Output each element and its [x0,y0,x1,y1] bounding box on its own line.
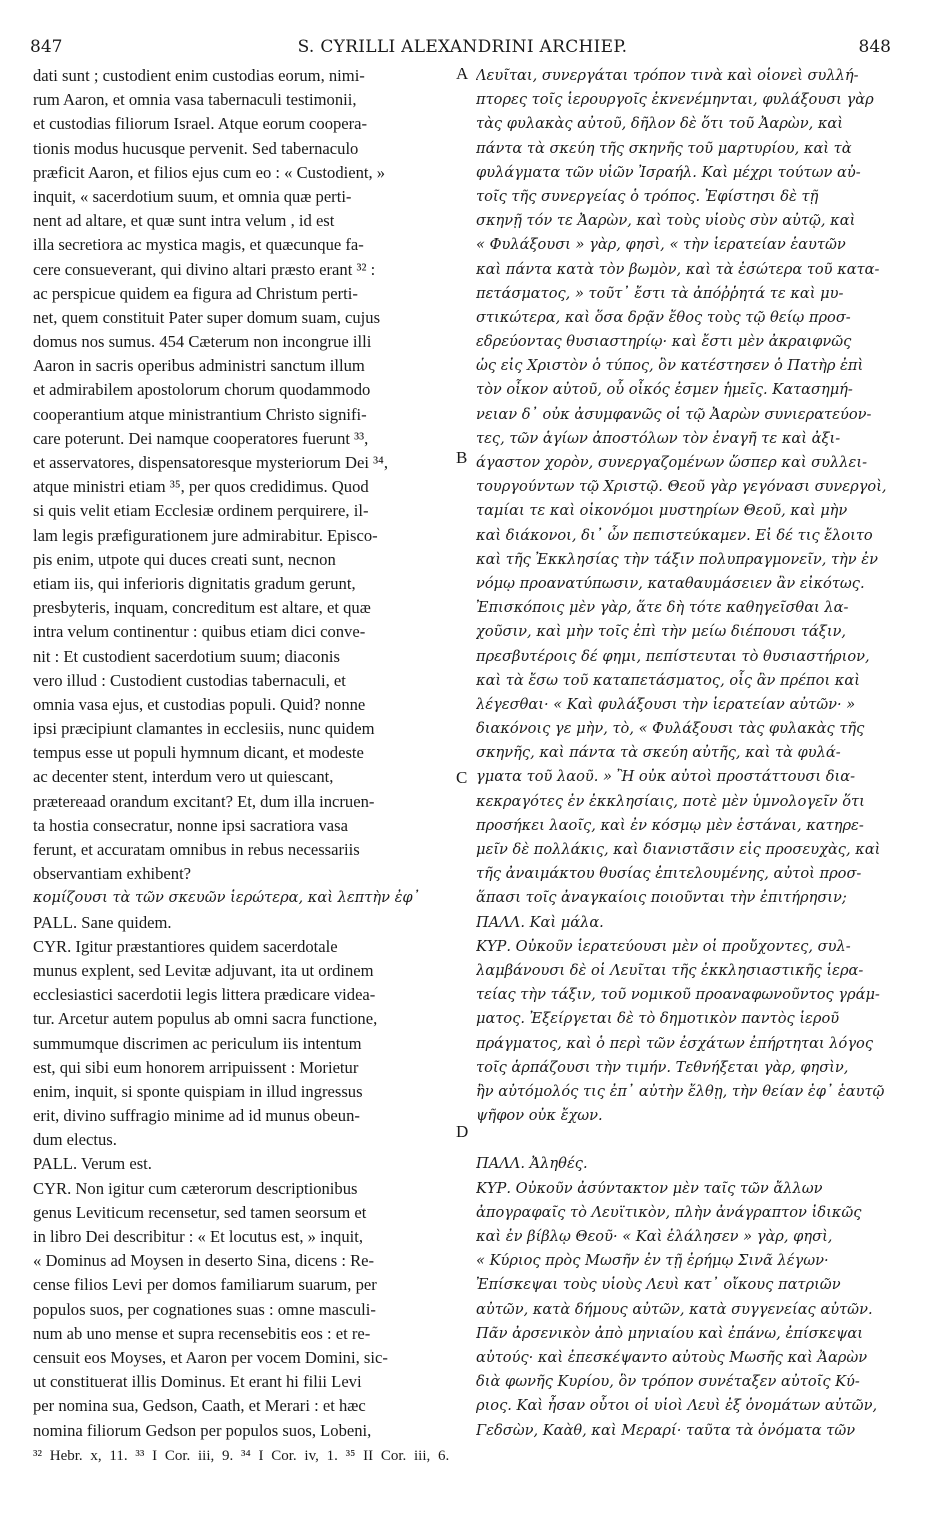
bridge-line: κομίζουσι τὰ τῶν σκευῶν ἱερώτερα, καὶ λεπτὴν ἐφ᾽ [33,889,420,907]
text-line: atque ministri etiam ³⁵, per quos credidimus. Quod [33,477,369,497]
text-line: « Φυλάξουσι » γὰρ, φησὶ, « τὴν ἱερατείαν ἑαυτῶν [476,236,846,254]
text-line: άγαστον χορὸν, συνεργαζομένων ὥσπερ καὶ συλλει- [476,454,868,471]
text-line: τείας τὴν τάξιν, τοῦ νομικοῦ προαναφωνοῦντος γράμ- [476,986,880,1004]
text-line: ecclesiastici sacerdotii legis littera prædicare videa- [33,985,376,1005]
text-line: ac perspicue quidem ea figura ad Christum perti- [33,283,358,303]
text-line: λαμβάνουσι δὲ οἱ Λευῖται τῆς ἐκκλησιαστικῆς ἱερα- [476,961,864,979]
text-line: ta hostia consecratur, nonne ipsi sacratiora vasa [33,815,348,835]
text-line: ἀπογραφαῖς τὸ Λευϊτικὸν, πλὴν ἀνάγραπτον ἰδικῶς [476,1203,862,1221]
margin-letter-d: D [456,1122,469,1141]
text-line: νειαν δ᾽ οὐκ ἀσυμφανῶς οἱ τῷ Ἀαρὼν συνιερατεύον- [476,405,872,423]
text-line: net, quem constituit Pater super domum suam, cujus [33,307,381,327]
text-line: summumque discrimen ac periculum iis intentum [33,1033,362,1053]
latin-column [33,64,453,1443]
text-line: ut constituerat illis Dominus. Et erant hi filii Levi [33,1372,362,1392]
text-line: ac decenter stent, interdum vero ut quiescant, [33,767,334,787]
text-line: λέγεσθαι· « Καὶ φυλάξουσι τὴν ἱερατείαν αὐτῶν· » [476,695,856,713]
text-line: Ἐπισκόποις μὲν γὰρ, ἅτε δὴ τότε καθηγεῖσθαι λα- [476,599,849,617]
left-page-number: 847 [30,37,63,57]
text-line: in libro Dei describitur : « Et locutus est, » inquit, [33,1227,363,1246]
text-line: ψῆφον οὐκ ἔχων. [476,1107,603,1125]
text-line: præficit Aaron, et filios ejus cum eo : « Custodient, » [33,162,386,182]
text-line: πτορες τοῖς ἱερουργοῖς ἐκνενέμηνται, φυλάξουσι γὰρ [476,91,874,109]
text-line: Λευῖται, συνεργάται τρόπον τινὰ καὶ οἱονεὶ συλλή- [476,67,859,84]
text-line: populos suos, per cognationes suas : omne masculi- [33,1299,376,1319]
text-line: ὡς εἰς Χριστὸν ὁ τύπος, ὃν κατέστησεν ὁ Πατὴρ ἐπὶ [476,357,864,375]
text-line: καὶ πάντα κατὰ τὸν βωμὸν, καὶ τὰ ἐσώτερα τοῦ κατα- [476,260,880,278]
text-line: κεκραγότες ἐν ἐκκλησίαις, ποτὲ μὲν ὑμνολογεῖν ὅτι [476,792,865,810]
text-line: CYR. Igitur præstantiores quidem sacerdotale [33,936,338,956]
text-line: CYR. Non igitur cum cæterorum descriptionibus [33,1178,358,1198]
text-line: PALL. Verum est. [33,1154,152,1174]
text-line: cense filios Levi per domos familiarum suarum, per [33,1275,377,1295]
text-line: tempus esse ut populi hymnum dicant, et modeste [33,743,364,763]
text-line: pis enim, utpote qui duces creati sunt, necnon [33,549,336,569]
running-title: S. CYRILLI ALEXANDRINI ARCHIEP. [297,37,628,57]
text-line: enim, inquit, si sponte quispiam in illud ingressus [33,1081,363,1101]
footnotes: ³² Hebr. x, 11. ³³ I Cor. iii, 9. ³⁴ I Cor. iv, 1. ³⁵ II Cor. iii, 6. [33,1448,450,1464]
text-line: care poterunt. Dei namque cooperatores fuerunt ³³, [33,428,369,448]
text-line: genus Leviticum recensetur, sed tamen seorsum et [33,1202,367,1222]
text-line: Ἐπίσκεψαι τοὺς υἱοὺς Λευὶ κατ᾽ οἴκους πατριῶν [476,1276,841,1294]
text-line: τὸν οἶκον αὐτοῦ, οὗ οἶκός ἐσμεν ἡμεῖς. Κατασημή- [476,381,853,399]
text-line: τες, τῶν ἁγίων ἀποστόλων τὸν ἐναγῆ τε καὶ ἀξι- [476,429,841,447]
text-line: διακόνοις γε μὴν, τὸ, « Φυλάξουσι τὰς φυλακὰς τῆς [476,720,865,738]
text-line: nomina filiorum Gedson per populos suos, Lobeni, [33,1420,372,1440]
text-line: ΚΥΡ. Οὐκοῦν ἀσύντακτον μὲν ταῖς τῶν ἄλλων [476,1179,823,1197]
text-line: νόμῳ προανατύπωσιν, καταθαυμάσειεν ἂν εἰκότως. [476,574,865,592]
bridge-line: ἅπασι τοῖς ἀναγκαίοις ποιοῦνται τὴν ἐπιτήρησιν; [476,889,847,907]
text-line: Πᾶν ἀρσενικὸν ἀπὸ μηνιαίου καὶ ἐπάνω, ἐπίσκεψαι [476,1324,863,1342]
text-line: εδρεύοντας θυσιαστηρίῳ· καὶ ἔστι μὲν ἀκραιφνῶς [476,333,852,351]
text-line: ΠΑΛΛ. Καὶ μάλα. [476,913,604,931]
text-line: vero illud : Custodient custodias tabernaculi, et [33,670,346,690]
text-line: αὐτῶν, κατὰ δήμους αὐτῶν, κατὰ συγγενείας αὐτῶν. [476,1300,873,1318]
text-line: observantiam exhibent? [33,864,192,884]
text-line: μεῖν δὲ πολλάκις, καὶ διανιστᾶσιν εἰς προσευχὰς, καὶ [476,841,881,858]
text-line: cere consueverant, qui divino altari præsto erant ³² : [33,259,376,279]
text-line: ferunt, et accuratam omnibus in rebus necessariis [33,840,360,859]
text-line: τὰς φυλακὰς αὐτοῦ, δῆλον δὲ ὅτι τοῦ Ἀαρὼν, καὶ [476,115,844,133]
text-line: lam legis præfigurationem jure admirabitur. Episco- [33,525,378,545]
text-line: et custodias filiorum Israel. Atque eorum coopera- [33,114,368,134]
text-line: προσήκει λαοῖς, καὶ ἐν κόσμῳ μὲν ἑστάναι, κατηρε- [476,816,864,834]
text-line: si quis velit etiam Ecclesiæ ordinem perquirere, il- [33,501,369,521]
text-line: σκηνῆς, καὶ πάντα τὰ σκεύη αὐτῆς, καὶ τὰ φυλά- [476,744,841,762]
text-line: διὰ φωνῆς Κυρίου, ὃν τρόπον συνέταξεν αὐτοῖς Κύ- [476,1373,860,1391]
text-line: τοῖς ἁρπάζουσι τὴν τιμήν. Τεθνήξεται γὰρ, φησὶν, [476,1058,849,1076]
text-line: intra velum continentur : quibus etiam dici conve- [33,622,366,642]
text-line: prætereaad orandum excitant? Et, dum illa incruen- [33,791,375,811]
text-line: tur. Arcetur autem populus ab omni sacra functione, [33,1009,378,1029]
text-line: tionis modus hucusque pervenit. Sed tabernaculo [33,138,359,158]
right-page-number: 848 [858,37,891,57]
text-line: τουργούντων τῷ Χριστῷ. Θεοῦ γὰρ γεγόνασι συνεργοὶ, [476,478,887,496]
text-line: cooperantium atque ministrantium Christo signifi- [33,404,367,424]
text-line: τοῖς τῆς συνεργείας ὁ τρόπος. Ἐφίστησι δὲ τῇ [476,187,819,205]
text-line: Aaron in sacris operibus administri sanctum illum [33,356,365,376]
text-line: nent ad altare, et quæ sunt intra velum , id est [33,211,335,231]
text-line: num ab uno mense et supra recensebitis eos : et re- [33,1323,371,1343]
text-line: domus nos sumus. 454 Cæterum non incongrue illi [33,332,372,352]
text-line: illa secretiora ac mystica magis, et quæcunque fa- [33,235,364,255]
text-line: ματος. Ἐξείργεται δὲ τὸ δημοτικὸν παντὸς ἱεροῦ [476,1010,840,1028]
text-line: αὐτούς· καὶ ἐπεσκέψαντο αὐτοὺς Μωσῆς καὶ Ἀαρὼν [476,1348,868,1366]
text-line: πρεσβυτέροις δέ φημι, πεπίστευται τὸ θυσιαστήριον, [476,647,870,665]
text-line: γματα τοῦ λαοῦ. » Ἢ οὐκ αὐτοὶ προστάττουσι δια- [476,768,856,786]
text-line: PALL. Sane quidem. [33,912,172,932]
text-line: ἢν αὐτόμολός τις ἐπ᾽ αὐτὴν ἔλθῃ, τὴν θείαν ἐφ᾽ ἑαυτῷ [476,1082,885,1100]
text-line: erit, divino suffragio minime ad id munus obeun- [33,1106,360,1126]
margin-letter-c: C [456,768,468,787]
text-line: munus explent, sed Levitæ adjuvant, ita ut ordinem [33,960,374,980]
text-line: σκηνῇ τόν τε Ἀαρὼν, καὶ τοὺς υἱοὺς σὺν αὐτῷ, καὶ [476,212,856,230]
text-line: στικώτερα, καὶ ὅσα δρᾷν ἔθος τοὺς τῷ θείῳ προσ- [476,308,851,326]
text-line: καὶ ἐν βίβλῳ Θεοῦ· « Καὶ ἐλάλησεν » γὰρ, φησὶ, [476,1228,833,1245]
margin-letter-a: A [456,64,469,83]
text-line: χοῦσιν, καὶ μὴν τοῖς ἐπὶ τὴν μείω διέπουσι τάξιν, [476,623,847,641]
text-line: omnia vasa ejus, et custodias populi. Quid? nonne [33,694,366,714]
text-line: per nomina sua, Gedson, Caath, et Merari : et hæc [33,1396,366,1416]
text-line: nit : Et custodient sacerdotium suum; diaconis [33,646,340,666]
text-line: πράγματος, καὶ ὁ περὶ τῶν ἐσχάτων ἐπήρτηται λόγος [476,1034,874,1052]
text-line: est, qui sibi eum honorem arripuissent : Morietur [33,1057,359,1077]
text-line: ipsi præcipiunt clamantes in ecclesiis, nunc quidem [33,719,375,739]
text-line [476,1128,896,1152]
text-line: presbyteris, inquam, concreditum est altare, et quæ [33,598,371,618]
text-line: πάντα τὰ σκεύη τῆς σκηνῆς τοῦ μαρτυρίου, καὶ τὰ [476,139,852,157]
text-line: etiam iis, qui inferioris dignitatis gradum gerunt, [33,573,356,593]
text-line: φυλάγματα τῶν υἱῶν Ἰσραήλ. Καὶ μέχρι τούτων αὐ- [476,163,861,181]
text-line: καὶ διάκονοι, δι᾽ ὧν πεπιστεύκαμεν. Εἰ δέ τις ἔλοιτο [476,526,873,544]
text-line: ΚΥΡ. Οὐκοῦν ἱερατεύουσι μὲν οἱ προὔχοντες, συλ- [476,937,851,955]
text-line: « Κύριος πρὸς Μωσῆν ἐν τῇ ἐρήμῳ Σινᾶ λέγων· [476,1252,829,1270]
text-line: ταμίαι τε καὶ οἰκονόμοι μυστηρίων Θεοῦ, καὶ μὴν [476,502,848,520]
text-line: πετάσματος, » τοῦτ᾽ ἔστι τὰ ἀπόῤῥητά τε καὶ μυ- [476,284,844,302]
text-line: rum Aaron, et omnia vasa tabernaculi testimonii, [33,90,357,110]
text-line: dum electus. [33,1130,117,1150]
text-line: censuit eos Moyses, et Aaron per vocem Domini, sic- [33,1347,388,1367]
text-line: τῆς ἀναιμάκτου θυσίας ἐπιτελουμένης, αὐτοὶ προσ- [476,865,862,883]
text-line: Γεδσὼν, Καὰθ, καὶ Μεραρί· ταῦτα τὰ ὀνόματα τῶν [476,1421,856,1439]
text-line: et asservatores, dispensatoresque mysteriorum Dei ³⁴, [33,453,388,472]
margin-letter-b: B [456,448,468,467]
text-line: « Dominus ad Moysen in deserto Sina, dicens : Re- [33,1251,375,1271]
greek-column [476,64,896,1443]
text-line: καὶ τῆς Ἐκκλησίας τὴν τάξιν πολυπραγμονεῖν, τὴν ἐν [476,550,878,568]
text-line: καὶ τὰ ἔσω τοῦ καταπετάσματος, οἷς ἂν πρέποι καὶ [476,671,860,689]
text-line: et admirabilem apostolorum chorum quodammodo [33,380,371,400]
text-line: ΠΑΛΛ. Ἀληθές. [476,1155,588,1173]
text-line: ριος. Καὶ ἦσαν οὗτοι οἱ υἱοὶ Λευὶ ἐξ ὀνομάτων αὐτῶν, [476,1397,878,1415]
text-line: dati sunt ; custodient enim custodias eorum, nimi- [33,66,365,85]
text-line: inquit, « sacerdotium suum, et omnia quæ perti- [33,186,352,206]
